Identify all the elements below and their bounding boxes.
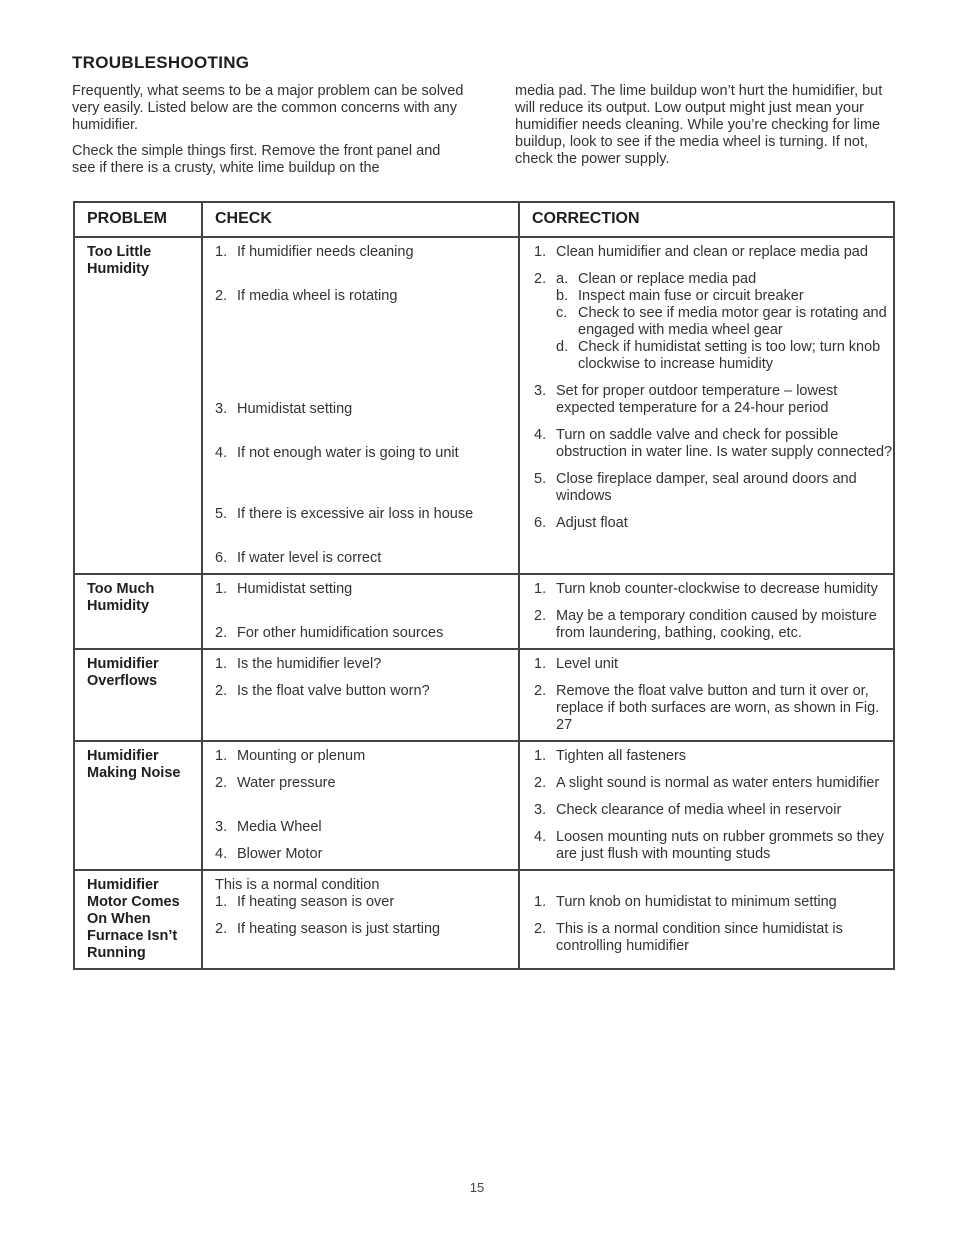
- check-item: 2. Is the float valve button worn?: [215, 683, 430, 699]
- check-item: 3. Media Wheel: [215, 819, 322, 835]
- check-item: 1. If heating season is over: [215, 894, 395, 910]
- table-row: [74, 237, 894, 574]
- check-item: 2. If heating season is just starting: [215, 921, 441, 937]
- check-cell: [202, 870, 519, 969]
- troubleshooting-table: [73, 201, 895, 970]
- correction-item: 2. A slight sound is normal as water enters humidifier: [534, 775, 880, 791]
- correction-header: CORRECTION: [519, 202, 894, 237]
- check-cell: [202, 237, 519, 574]
- check-cell: [202, 649, 519, 741]
- check-item: 2. If media wheel is rotating: [215, 288, 398, 304]
- check-item: 3. Humidistat setting: [215, 401, 353, 417]
- table-header-row: [74, 202, 894, 237]
- problem-cell: Humidifier Making Noise: [74, 741, 202, 870]
- correction-item: 4. Turn on saddle valve and check for possible obstruction in water line. Is water supply connected?: [534, 427, 893, 460]
- problem-cell: Humidifier Overflows: [74, 649, 202, 741]
- check-item: 4. Blower Motor: [215, 846, 323, 862]
- correction-cell: [519, 870, 894, 969]
- correction-item: 2. Remove the float valve button and turn it over or, replace if both surfaces are worn, as shown in Fig. 27: [534, 683, 880, 733]
- correction-cell: [519, 237, 894, 574]
- check-item: 5. If there is excessive air loss in house: [215, 506, 474, 522]
- table-row: [74, 649, 894, 741]
- intro-paragraph: Frequently, what seems to be a major problem can be solved very easily. Listed below are the common concerns with any humidifier.: [72, 83, 464, 133]
- correction-item: 1. Level unit: [534, 656, 619, 672]
- correction-item: 1. Turn knob counter-clockwise to decrease humidity: [534, 581, 878, 597]
- check-item: 1. Humidistat setting: [215, 581, 353, 597]
- correction-cell: [519, 741, 894, 870]
- check-item: 4. If not enough water is going to unit: [215, 445, 459, 461]
- check-note: This is a normal condition: [215, 877, 380, 893]
- check-item: 2. For other humidification sources: [215, 625, 444, 641]
- correction-item: 5. Close fireplace damper, seal around doors and windows: [534, 471, 857, 504]
- intro-right-column: [515, 83, 895, 177]
- correction-subitem: d. Check if humidistat setting is too low; turn knob clockwise to increase humidity: [556, 339, 881, 372]
- correction-item: 2. May be a temporary condition caused by moisture from laundering, bathing, cooking, etc.: [534, 608, 877, 641]
- check-header: CHECK: [202, 202, 519, 237]
- correction-subitem: c. Check to see if media motor gear is rotating and engaged with media wheel gear: [556, 305, 887, 338]
- correction-item: 2. a. Clean or replace media pad b. Inspect main fuse or circuit breaker c. Check to see if media motor gear is rotating and engaged with media wheel gear d. Check if humidistat setting is too low; turn knob clockwise to increase humidity: [534, 271, 893, 373]
- table-row: [74, 741, 894, 870]
- table-row: [74, 574, 894, 649]
- problem-cell: Humidifier Motor Comes On When Furnace Isn’t Running: [74, 870, 202, 969]
- correction-cell: [519, 574, 894, 649]
- intro-paragraph: Check the simple things first. Remove the front panel and see if there is a crusty, white lime buildup on the: [72, 143, 441, 176]
- correction-subitem: a. Clean or replace media pad: [556, 271, 757, 287]
- check-cell: [202, 741, 519, 870]
- problem-header: PROBLEM: [74, 202, 202, 237]
- check-item: 1. Mounting or plenum: [215, 748, 366, 764]
- check-cell: [202, 574, 519, 649]
- correction-subitem: b. Inspect main fuse or circuit breaker: [556, 288, 804, 304]
- correction-item: 6. Adjust float: [534, 515, 628, 531]
- intro-left-column: [72, 83, 464, 186]
- problem-cell: Too Little Humidity: [74, 237, 202, 574]
- problem-cell: Too Much Humidity: [74, 574, 202, 649]
- correction-cell: [519, 649, 894, 741]
- check-item: 1. Is the humidifier level?: [215, 656, 382, 672]
- correction-item: 1. Clean humidifier and clean or replace media pad: [534, 244, 868, 260]
- page-number: 15: [469, 1180, 485, 1195]
- correction-item: 3. Set for proper outdoor temperature – lowest expected temperature for a 24-hour period: [534, 383, 838, 416]
- intro-paragraph: media pad. The lime buildup won’t hurt the humidifier, but will reduce its output. Low output might just mean your humidifier needs cleaning. While you’re checking for lime buildup, look to see if the media wheel is turning. If not, check the power supply.: [515, 83, 883, 167]
- page-title: TROUBLESHOOTING: [72, 53, 250, 72]
- check-item: 1. If humidifier needs cleaning: [215, 244, 414, 260]
- correction-item: 1. Turn knob on humidistat to minimum setting: [534, 894, 837, 910]
- correction-item: 1. Tighten all fasteners: [534, 748, 687, 764]
- check-item: 2. Water pressure: [215, 775, 336, 791]
- table-row: [74, 870, 894, 969]
- correction-item: 3. Check clearance of media wheel in reservoir: [534, 802, 842, 818]
- correction-item: 2. This is a normal condition since humidistat is controlling humidifier: [534, 921, 843, 954]
- check-item: 6. If water level is correct: [215, 550, 382, 566]
- correction-item: 4. Loosen mounting nuts on rubber grommets so they are just flush with mounting studs: [534, 829, 885, 862]
